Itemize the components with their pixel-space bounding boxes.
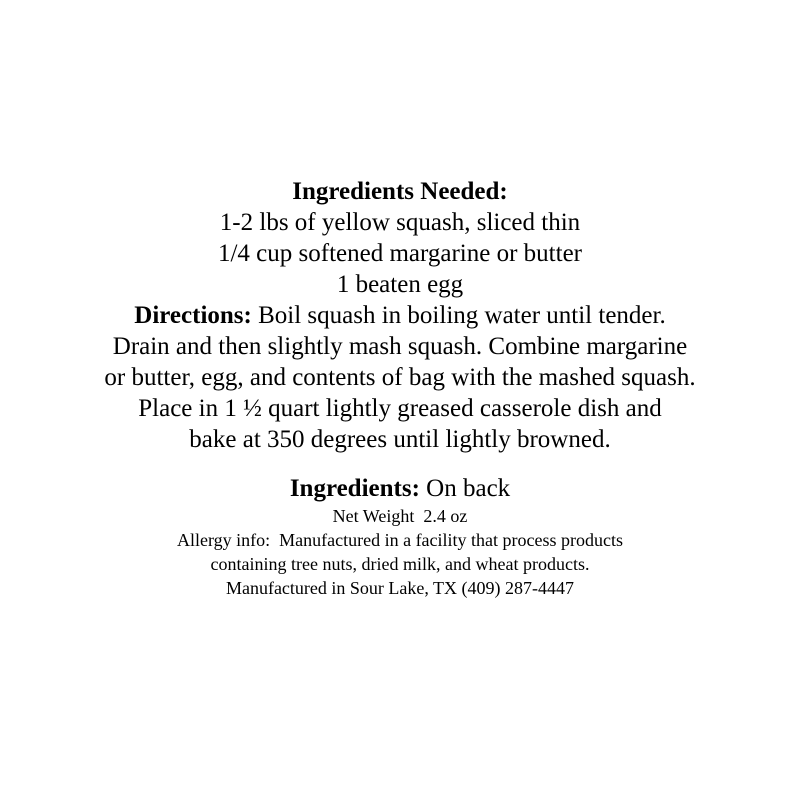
manufacturer-info: Manufactured in Sour Lake, TX (409) 287-4447 — [225, 578, 575, 598]
directions-line: or butter, egg, and contents of bag with the mashed squash. — [104, 364, 696, 391]
directions-line: Place in 1 ½ quart lightly greased casserole dish and — [138, 395, 662, 422]
directions-line: Drain and then slightly mash squash. Combine margarine — [112, 333, 688, 360]
allergy-line: Allergy info: Manufactured in a facility that process products — [176, 530, 624, 550]
directions-line — [0, 300, 800, 331]
net-weight: Net Weight 2.4 oz — [332, 506, 468, 526]
allergy-line: containing tree nuts, dried milk, and wheat products. — [210, 554, 590, 574]
directions-text: Boil squash in boiling water until tender. — [251, 302, 666, 329]
directions-line: bake at 350 degrees until lightly browned. — [189, 426, 611, 453]
section-spacer — [0, 455, 800, 473]
directions-heading: Directions: — [134, 302, 252, 329]
ingredient-item: 1 beaten egg — [336, 271, 464, 298]
ingredients-needed-heading: Ingredients Needed: — [292, 178, 508, 205]
ingredients-value: On back — [419, 475, 511, 502]
ingredient-item: 1/4 cup softened margarine or butter — [217, 240, 582, 267]
product-label — [0, 176, 800, 600]
ingredients-line — [0, 473, 800, 504]
ingredient-item: 1-2 lbs of yellow squash, sliced thin — [219, 209, 581, 236]
ingredients-heading: Ingredients: — [289, 475, 420, 502]
